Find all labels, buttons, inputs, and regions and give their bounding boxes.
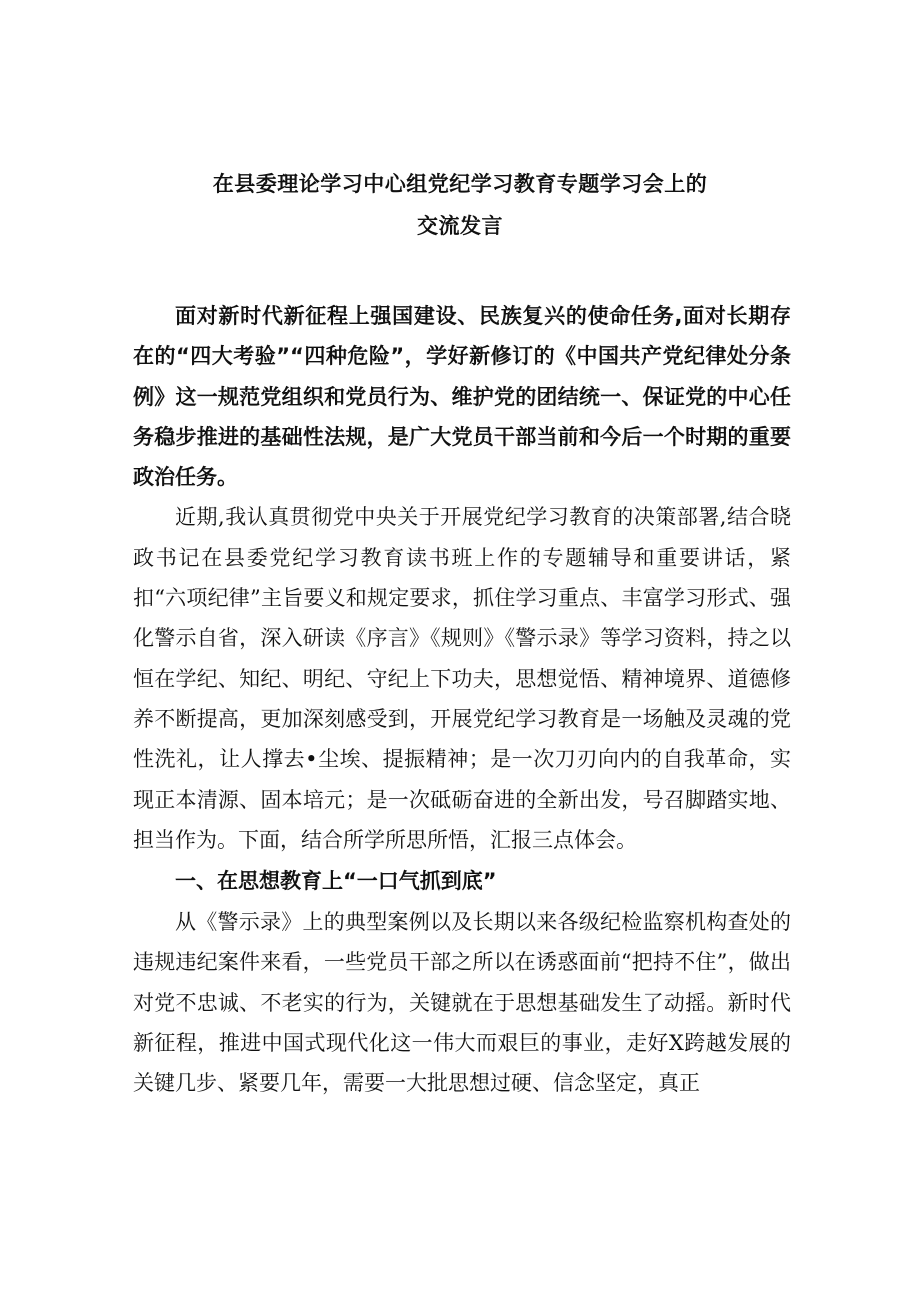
body-paragraph: 从《警示录》上的典型案例以及长期以来各级纪检监察机构查处的违规违纪案件来看，一些党员干部之所以在诱惑面前“把持不住”，做出对党不忠诚、不老实的行为，关键就在于思想基础发生了动摇。新时代新征程，推进中国式现代化这一伟大而艰巨的事业，走好X跨越发展的关键几步、紧要几年，需要一大批思想过硬、信念坚定，真正: [133, 910, 791, 1096]
document-title-line2: 交流发言: [417, 214, 503, 238]
document-title-line1: 在县委理论学习中心组党纪学习教育专题学习会上的: [212, 172, 708, 196]
intro-paragraph: 面对新时代新征程上强国建设、民族复兴的使命任务,面对长期存在的“四大考验”“四种危险”，学好新修订的《中国共产党纪律处分条例》这一规范党组织和党员行为、维护党的团结统一、保证党的中心任务稳步推进的基础性法规，是广大党员干部当前和今后一个时期的重要政治任务。: [133, 304, 791, 490]
section-heading: 一、在思想教育上“一口气抓到底”: [175, 869, 497, 894]
body-paragraph: 近期,我认真贯彻党中央关于开展党纪学习教育的决策部署,结合晓政书记在县委党纪学习教育读书班上作的专题辅导和重要讲话，紧扣“六项纪律”主旨要义和规定要求，抓住学习重点、丰富学习形式、强化警示自省，深入研读《序言》《规则》《警示录》等学习资料，持之以恒在学纪、知纪、明纪、守纪上下功夫，思想觉悟、精神境界、道德修养不断提高，更加深刻感受到，开展党纪学习教育是一场触及灵魂的党性洗礼，让人撑去•尘埃、提振精神；是一次刀刃向内的自我革命，实现正本清源、固本培元；是一次砥砺奋进的全新出发，号召脚踏实地、担当作为。下面，结合所学所思所悟，汇报三点体会。: [133, 505, 791, 852]
document-body: [133, 296, 791, 1104]
